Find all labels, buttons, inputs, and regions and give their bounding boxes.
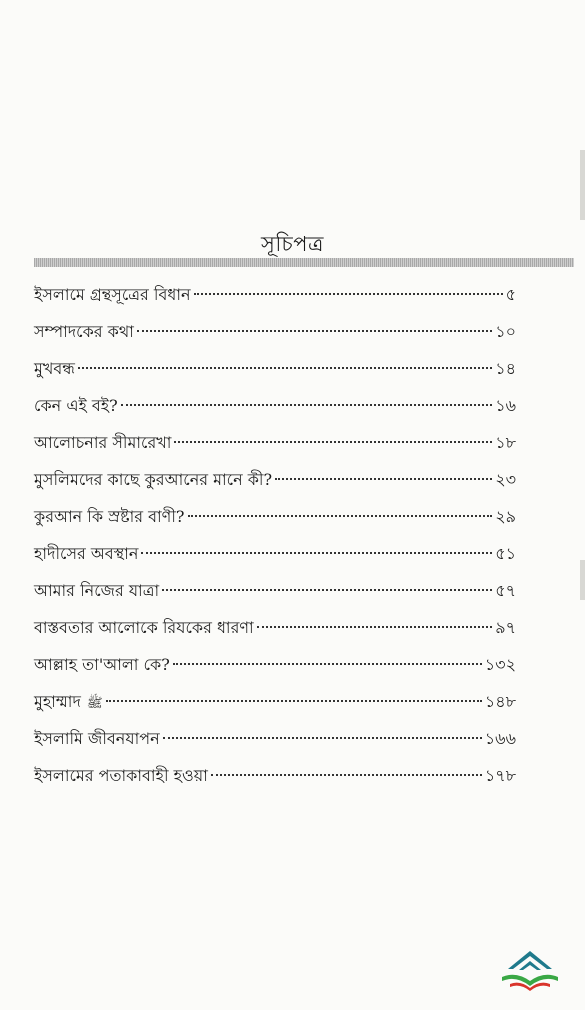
toc-entry-page: ১০ <box>495 322 516 341</box>
toc-entry-title: ইসলামে গ্রন্থসূত্রের বিধান <box>34 285 191 304</box>
toc-entry[interactable] <box>34 428 516 458</box>
toc-entry-title: আল্লাহ তা'আলা কে? <box>34 655 170 674</box>
toc-entry-title: মুহাম্মাদ <box>34 692 81 711</box>
dot-leader <box>188 515 493 517</box>
toc-entry-page: ১৩২ <box>484 655 516 674</box>
toc-entry-page: ১৮ <box>495 433 516 452</box>
dot-leader <box>174 441 492 443</box>
dot-leader <box>257 626 493 628</box>
toc-entry-title: আমার নিজের যাত্রা <box>34 581 160 600</box>
toc-entry[interactable] <box>34 687 516 717</box>
toc-entry-page: ১৬ <box>495 396 516 415</box>
toc-entry[interactable] <box>34 280 516 310</box>
toc-entry-title: সম্পাদকের কথা <box>34 322 134 341</box>
toc-entry-page: ৫ <box>505 285 516 304</box>
toc-entry-title: কেন এই বই? <box>34 396 118 415</box>
toc-entry-title: বাস্তবতার আলোকে রিযকের ধারণা <box>34 618 254 637</box>
salutation-seal-icon: ﷺ <box>86 696 103 711</box>
dot-leader <box>163 737 482 739</box>
toc-entry-page: ৫১ <box>495 544 516 563</box>
dot-leader <box>194 293 503 295</box>
page-edge-shadow <box>580 150 585 220</box>
toc-entry[interactable] <box>34 391 516 421</box>
dot-leader <box>162 589 492 591</box>
toc-entry[interactable] <box>34 576 516 606</box>
heading-divider <box>34 258 574 267</box>
toc-entry-page: ১৪ <box>495 359 516 378</box>
toc-entry-page: ১৪৮ <box>484 692 516 711</box>
toc-entry[interactable] <box>34 317 516 347</box>
dot-leader <box>141 552 492 554</box>
toc-entry-page: ১৬৬ <box>484 729 516 748</box>
toc-entry-page: ৫৭ <box>495 581 516 600</box>
dot-leader <box>137 330 492 332</box>
toc-entry[interactable] <box>34 465 516 495</box>
dot-leader <box>78 367 492 369</box>
toc-entry[interactable] <box>34 650 516 680</box>
toc-entry-page: ২৯ <box>495 507 516 526</box>
toc-entry[interactable] <box>34 724 516 754</box>
toc-entry-page: ১৭৮ <box>484 766 516 785</box>
toc-entry[interactable] <box>34 539 516 569</box>
toc-entry-page: ৯৭ <box>495 618 516 637</box>
page-edge-shadow <box>580 560 585 600</box>
toc-entry-title: ইসলামের পতাকাবাহী হওয়া <box>34 766 208 785</box>
toc-entry-title: কুরআন কি স্রষ্টার বাণী? <box>34 507 185 526</box>
toc-entry-title: হাদীসের অবস্থান <box>34 544 139 563</box>
toc-entry-page: ২৩ <box>495 470 516 489</box>
book-roof-logo-icon <box>500 943 560 993</box>
toc-entry-title: মুসলিমদের কাছে কুরআনের মানে কী? <box>34 470 273 489</box>
toc-entry-title: আলোচনার সীমারেখা <box>34 433 172 452</box>
toc-entry[interactable] <box>34 502 516 532</box>
toc-entry-title: ইসলামি জীবনযাপন <box>34 729 160 748</box>
toc-entry-title: মুখবন্ধ <box>34 359 75 378</box>
dot-leader <box>106 700 482 702</box>
dot-leader <box>275 478 492 480</box>
toc-entry[interactable] <box>34 761 516 791</box>
dot-leader <box>173 663 482 665</box>
toc-entry[interactable] <box>34 613 516 643</box>
toc-heading: সূচিপত্র <box>261 232 324 256</box>
dot-leader <box>211 774 482 776</box>
dot-leader <box>121 404 492 406</box>
toc-entry[interactable] <box>34 354 516 384</box>
